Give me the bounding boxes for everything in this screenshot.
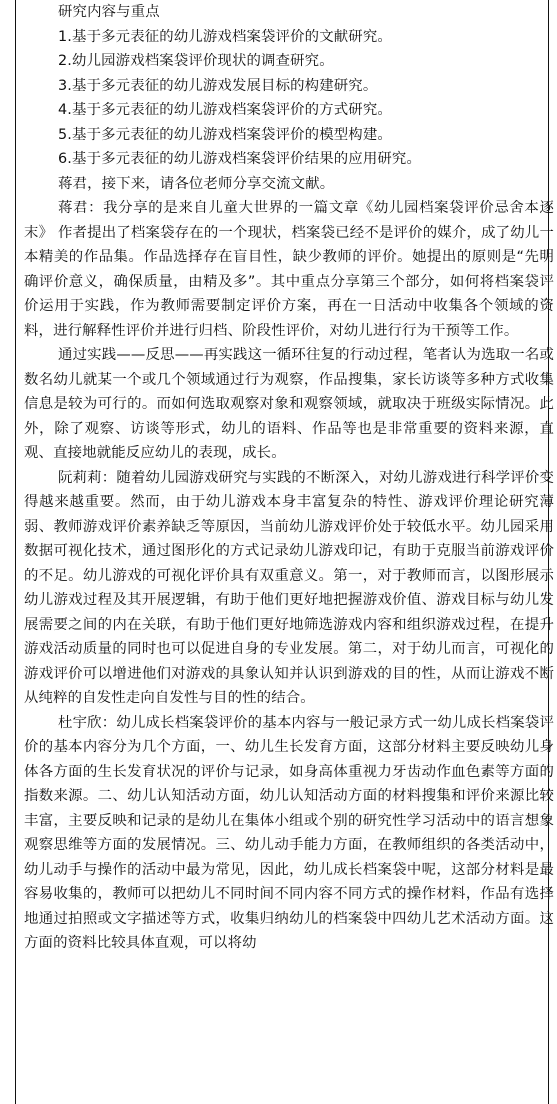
research-item: 2.幼儿园游戏档案袋评价现状的调查研究。 xyxy=(58,53,334,69)
research-list xyxy=(24,25,554,172)
research-item: 3.基于多元表征的幼儿游戏发展目标的构建研究。 xyxy=(58,77,378,94)
research-item: 6.基于多元表征的幼儿游戏档案袋评价结果的应用研究。 xyxy=(58,151,422,167)
paragraph-ruanlili: 阮莉莉：随着幼儿园游戏研究与实践的不断深入，对幼儿游戏进行科学评价变得越来越重要。然而，由于幼儿游戏本身丰富复杂的特性、游戏评价理论研究薄弱、教师游戏评价素养缺乏等原因，当前幼儿游戏评价处于较低水平。幼儿园采用数据可视化技术，通过图形化的方式记录幼儿游戏印记，有助于克服当前游戏评价的不足。幼儿游戏的可视化评价具有双重意义。第一，对于教师而言，以图形展示幼儿游戏过程及其开展逻辑，有助于他们更好地把握游戏价值、游戏目标与幼儿发展需要之间的内在关联，有助于他们更好地筛选游戏内容和组织游戏过程，在提升游戏活动质量的同时也可以促进自身的专业发展。第二，对于幼儿而言，可视化的游戏评价可以增进他们对游戏的具象认知并认识到游戏的目的性，从而让游戏不断从纯粹的自发性走向自发性与目的性的结合。 xyxy=(24,469,554,706)
document-body xyxy=(24,0,554,956)
paragraph-practice: 通过实践——反思——再实践这一循环往复的行动过程，笔者认为选取一名或数名幼儿就某一个或几个领域通过行为观察，作品搜集，家长访谈等多种方式收集信息是较为可行的。而如何选取观察对象和观察领域，就取决于班级实际情况。此外，除了观察、访谈等形式，幼儿的语料、作品等也是非常重要的资料来源，直观、直接地就能反应幼儿的表现，成长。 xyxy=(24,347,554,461)
moderator-line: 蒋君，接下来，请各位老师分享交流文献。 xyxy=(58,175,335,192)
research-item: 5.基于多元表征的幼儿游戏档案袋评价的模型构建。 xyxy=(58,126,392,143)
section-heading: 研究内容与重点 xyxy=(58,4,160,20)
paragraph-jiangjun: 蒋君：我分享的是来自儿童大世界的一篇文章《幼儿园档案袋评价忌舍本逐末》 作者提出了档案袋存在的一个现状，档案袋已经不是评价的媒介，成了幼儿一本精美的作品集。作品选择存在盲目性，缺少教师的评价。她提出的原则是“先明确评价意义，确保质量，由精及多”。其中重点分享第三个部分，如何将档案袋评价运用于实践，作为教师需要制定评价方案，再在一日活动中收集各个领域的资料，进行解释性评价并进行归档、阶段性评价，对幼儿进行行为干预等工作。 xyxy=(24,200,554,339)
paragraph-duyuxin: 杜宇欣：幼儿成长档案袋评价的基本内容与一般记录方式一幼儿成长档案袋评价的基本内容分为几个方面，一、幼儿生长发育方面，这部分材料主要反映幼儿身体各方面的生长发育状况的评价与记录，如身高体重视力牙齿动作血色素等方面的指数来源。二、幼儿认知活动方面，幼儿认知活动方面的材料搜集和评价来源比较丰富，主要反映和记录的是幼儿在集体小组或个别的研究性学习活动中的语言想象观察思维等方面的发展情况。三、幼儿动手能力方面，在教师组织的各类活动中，幼儿动手与操作的活动中最为常见，因此，幼儿成长档案袋中呢，这部分材料是最容易收集的，教师可以把幼儿不同时间不同内容不同方式的操作材料，作品有选择地通过拍照或文字描述等方式，收集归纳幼儿的档案袋中四幼儿艺术活动方面。这方面的资料比较具体直观，可以将幼 xyxy=(24,714,554,951)
research-item: 4.基于多元表征的幼儿游戏档案袋评价的方式研究。 xyxy=(58,102,392,118)
research-item: 1.基于多元表征的幼儿游戏档案袋评价的文献研究。 xyxy=(58,28,392,45)
